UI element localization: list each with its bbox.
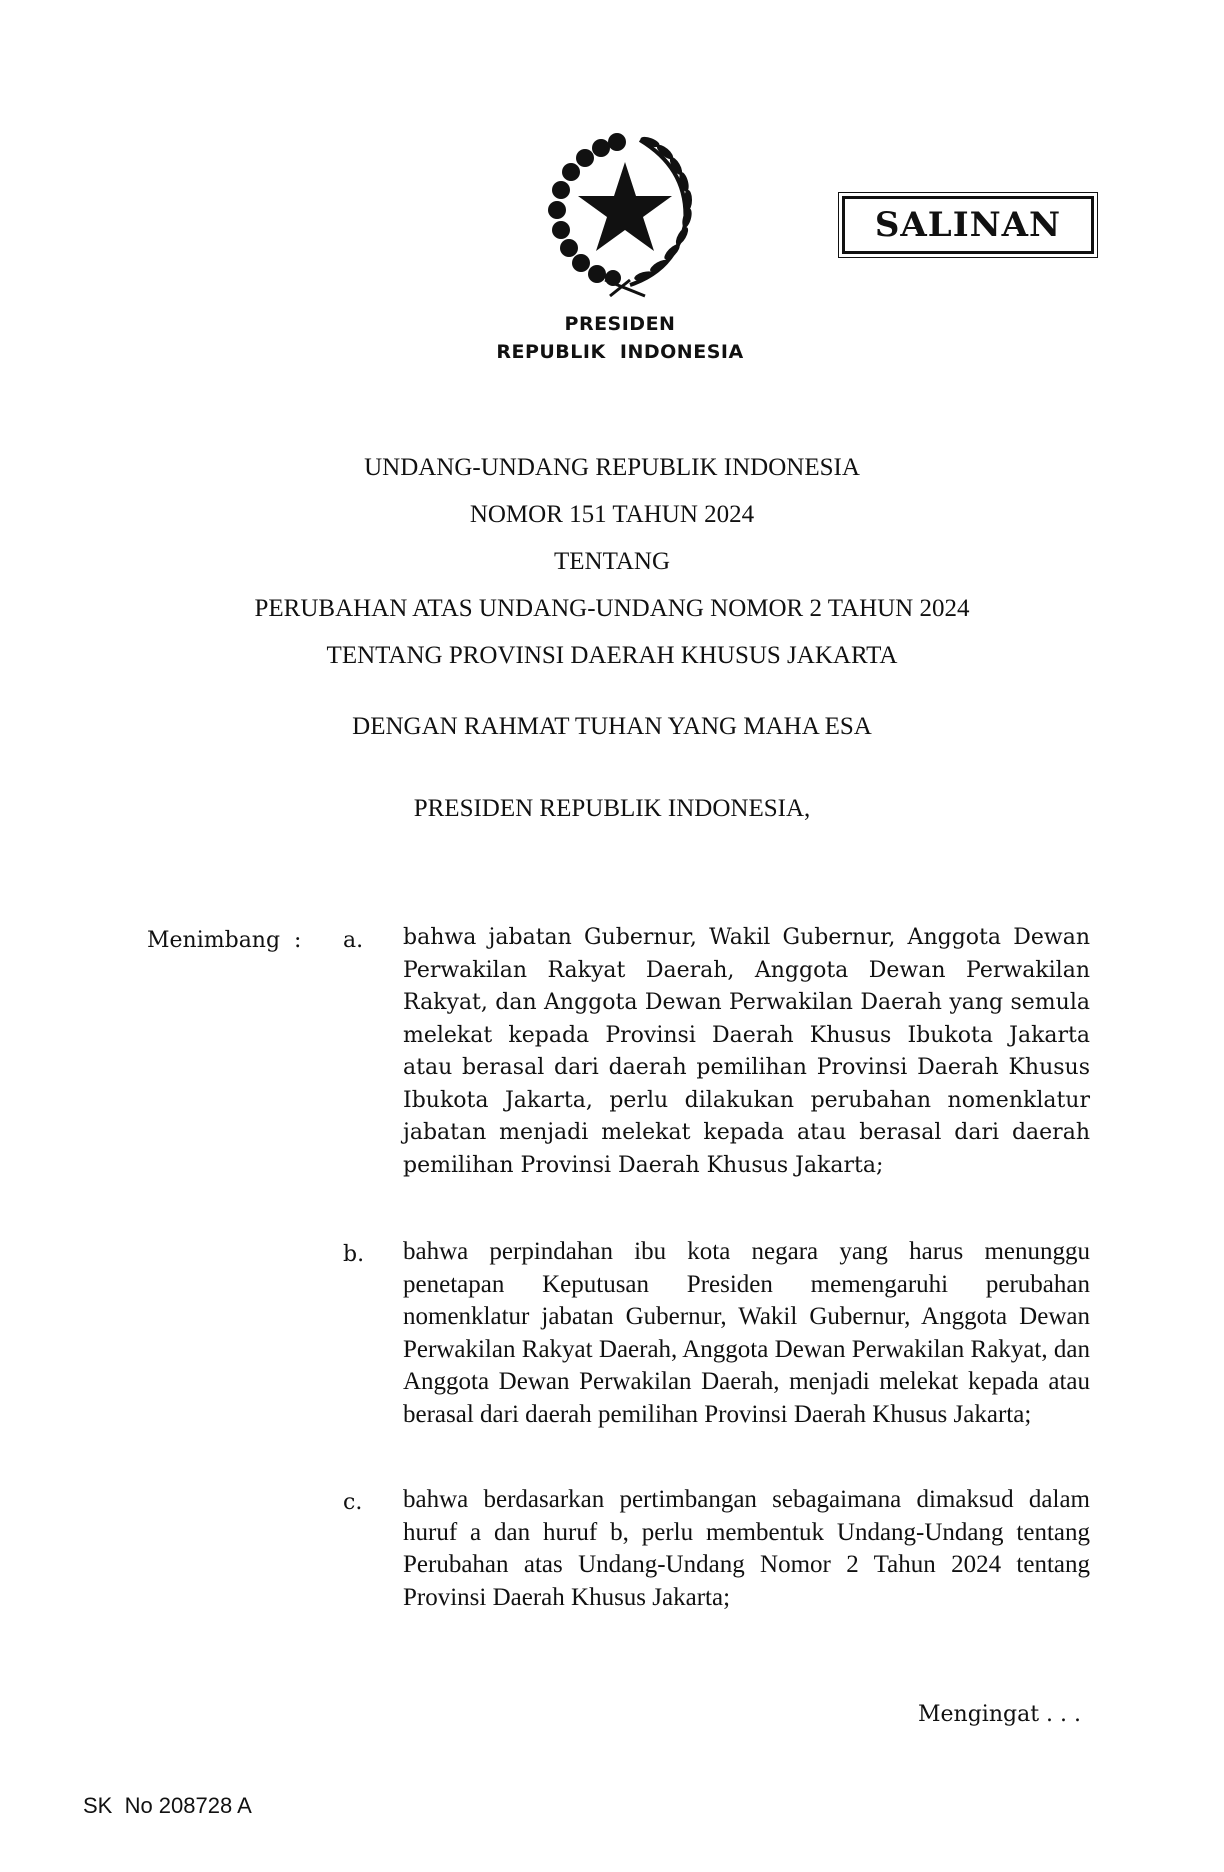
menimbang-item-a-letter: a. bbox=[343, 928, 364, 953]
title-line-tentang: TENTANG bbox=[553, 548, 671, 575]
title-line-number: NOMOR 151 TAHUN 2024 bbox=[469, 501, 755, 528]
title-line-subject: PERUBAHAN ATAS UNDANG-UNDANG NOMOR 2 TAHUN 2024 bbox=[254, 595, 970, 622]
menimbang-label: Menimbang : bbox=[147, 928, 302, 953]
menimbang-item-c-letter: c. bbox=[343, 1490, 363, 1515]
blessing-line: DENGAN RAHMAT TUHAN YANG MAHA ESA bbox=[352, 713, 872, 740]
title-line-law: UNDANG-UNDANG REPUBLIK INDONESIA bbox=[364, 454, 860, 481]
emblem-caption-line-1: PRESIDEN bbox=[564, 313, 676, 335]
menimbang-item-a-text: bahwa jabatan Gubernur, Wakil Gubernur, Anggota Dewan Perwakilan Rakyat Daerah, Anggota Dewan Perwakilan Rakyat, dan Anggota Dewan Perwakilan Daerah yang semula melekat kepada Provinsi Daerah Khusus Ibukota Jakarta atau berasal dari daerah pemilihan Provinsi Daerah Khusus Ibukota Jakarta, perlu dilakukan perubahan nomenklatur jabatan menjadi melekat kepada atau berasal dari daerah pemilihan Provinsi Daerah Khusus Jakarta; bbox=[403, 925, 1090, 1178]
menimbang-item-b-letter: b. bbox=[343, 1242, 365, 1267]
salinan-stamp: SALINAN bbox=[842, 196, 1094, 254]
menimbang-item-b-text: bahwa perpindahan ibu kota negara yang harus menunggu penetapan Keputusan Presiden memengaruhi perubahan nomenklatur jabatan Gubernur, Wakil Gubernur, Anggota Dewan Perwakilan Rakyat Daerah, Anggota Dewan Perwakilan Rakyat, dan Anggota Dewan Perwakilan Daerah, menjadi melekat kepada atau berasal dari daerah pemilihan Provinsi Daerah Khusus Jakarta; bbox=[403, 1238, 1090, 1428]
title-line-subject-2: TENTANG PROVINSI DAERAH KHUSUS JAKARTA bbox=[326, 642, 898, 669]
presidential-emblem-icon bbox=[525, 120, 710, 300]
menimbang-item-c-text: bahwa berdasarkan pertimbangan sebagaimana dimaksud dalam huruf a dan huruf b, perlu membentuk Undang-Undang tentang Perubahan atas Undang-Undang Nomor 2 Tahun 2024 tentang Provinsi Daerah Khusus Jakarta; bbox=[403, 1486, 1090, 1611]
document-code: SK No 208728 A bbox=[83, 1793, 252, 1818]
document-title bbox=[0, 444, 1224, 679]
continuation-marker: Mengingat . . . bbox=[918, 1702, 1082, 1727]
emblem-caption bbox=[420, 310, 820, 366]
authority-line: PRESIDEN REPUBLIK INDONESIA, bbox=[413, 795, 811, 822]
emblem-caption-line-2: REPUBLIK INDONESIA bbox=[496, 341, 744, 363]
